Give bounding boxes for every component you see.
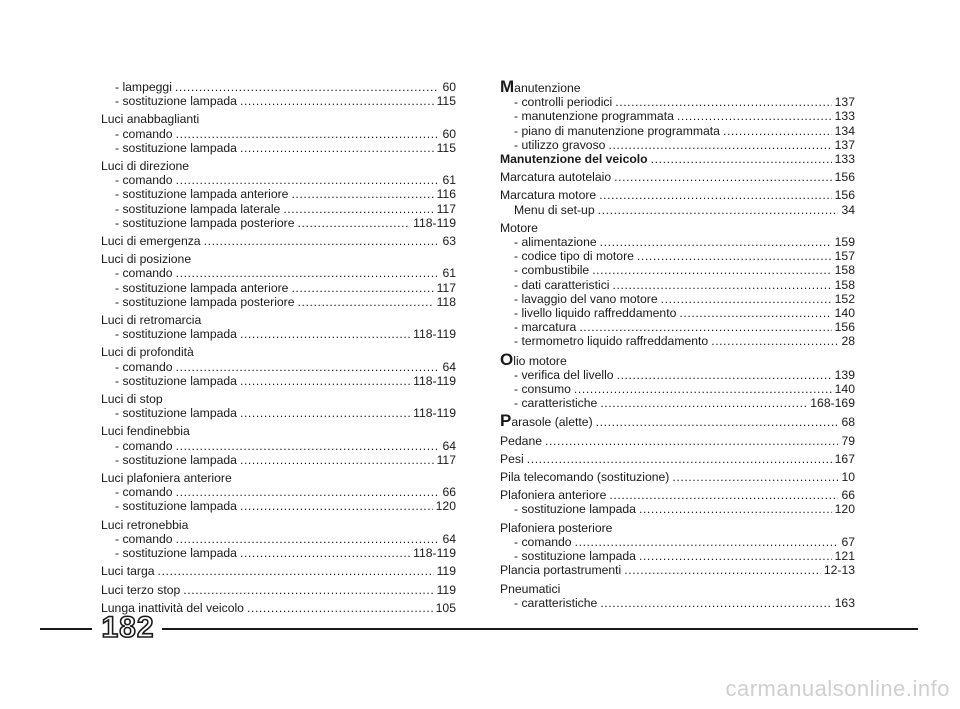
page-ref: 119 — [436, 582, 456, 597]
page-ref: 118-119 — [413, 373, 456, 388]
index-entry — [500, 434, 855, 448]
page-ref: 119 — [436, 564, 456, 579]
index-line — [101, 281, 456, 295]
dot-leader — [240, 141, 434, 155]
dot-leader — [240, 499, 433, 513]
index-column-right — [500, 77, 855, 614]
index-line — [500, 535, 855, 549]
heading-initial: P — [500, 411, 512, 431]
index-term: Manutenzione del veicolo — [500, 152, 648, 167]
dot-leader — [614, 170, 832, 184]
index-line — [101, 216, 456, 230]
index-line — [500, 434, 855, 448]
index-entry — [101, 424, 456, 467]
dot-leader — [592, 263, 831, 277]
index-line — [500, 306, 855, 320]
index-entry — [101, 80, 456, 108]
page-number: 182 — [101, 611, 155, 644]
index-term: - livello liquido raffreddamento — [514, 306, 677, 321]
index-line — [500, 95, 855, 109]
index-entry — [500, 188, 855, 216]
entry-heading: Luci di direzione — [101, 159, 190, 174]
dot-leader — [575, 535, 839, 549]
entry-heading: Luci di retromarcia — [101, 313, 202, 328]
index-line — [500, 170, 855, 184]
index-entry — [500, 411, 855, 431]
entry-heading — [500, 77, 855, 96]
dot-leader — [176, 127, 440, 141]
page-ref: 118-119 — [413, 327, 456, 342]
index-term: - sostituzione lampada — [514, 549, 636, 564]
index-line — [500, 396, 855, 410]
page-ref: 61 — [442, 173, 456, 188]
dot-leader — [608, 138, 831, 152]
index-entry — [500, 521, 855, 578]
index-term: Pila telecomando (sostituzione) — [500, 470, 670, 485]
page-ref: 64 — [442, 438, 456, 453]
dot-leader — [176, 532, 440, 546]
page-ref: 117 — [436, 280, 456, 295]
page-ref: 79 — [841, 433, 855, 448]
index-entry — [500, 488, 855, 516]
dot-leader — [615, 95, 831, 109]
page-ref: 133 — [834, 152, 855, 167]
index-line — [101, 141, 456, 155]
index-line — [101, 173, 456, 187]
index-term: - verifica del livello — [514, 367, 614, 382]
index-term: - utilizzo gravoso — [514, 137, 606, 152]
dot-leader — [176, 485, 440, 499]
index-entry — [500, 452, 855, 466]
dot-leader — [679, 306, 831, 320]
entry-heading: Luci retronebbia — [101, 517, 189, 532]
dot-leader — [291, 187, 433, 201]
dot-leader — [291, 281, 433, 295]
index-term: - comando — [115, 173, 173, 188]
index-line — [500, 596, 855, 610]
page-ref: 12-13 — [823, 563, 855, 578]
index-line — [101, 295, 456, 309]
dot-leader — [240, 327, 410, 341]
page-ref: 152 — [834, 291, 855, 306]
index-line — [500, 138, 855, 152]
dot-leader — [158, 564, 434, 578]
page-ref: 168-169 — [810, 396, 855, 411]
index-term: - sostituzione lampada anteriore — [115, 187, 289, 202]
index-entry — [101, 564, 456, 578]
index-line — [101, 266, 456, 280]
page-ref: 134 — [834, 123, 855, 138]
page-ref: 66 — [841, 488, 855, 503]
entry-heading: Luci di stop — [101, 392, 163, 407]
heading-initial: M — [500, 77, 515, 96]
index-entry — [500, 170, 855, 184]
index-term: - caratteristiche — [514, 595, 598, 610]
index-entry — [500, 349, 855, 411]
dot-leader — [637, 249, 832, 263]
page-ref: 117 — [436, 452, 456, 467]
page-ref: 115 — [436, 94, 456, 109]
index-line — [101, 485, 456, 499]
page-ref: 68 — [841, 415, 855, 430]
page-ref: 118-119 — [413, 406, 456, 421]
page-ref: 67 — [841, 534, 855, 549]
index-entry — [101, 471, 456, 514]
index-line — [500, 124, 855, 138]
index-term: - caratteristiche — [514, 396, 598, 411]
dot-leader — [661, 292, 832, 306]
index-entry — [500, 77, 855, 167]
dot-leader — [527, 452, 832, 466]
heading-rest: anutenzione — [514, 81, 581, 95]
page-ref: 159 — [834, 235, 855, 250]
footer-rule-right — [162, 628, 918, 630]
index-line — [101, 453, 456, 467]
index-entry — [500, 582, 855, 610]
index-term: - lavaggio del vano motore — [514, 291, 658, 306]
page-ref: 117 — [436, 201, 456, 216]
page-ref: 139 — [834, 367, 855, 382]
index-line — [101, 187, 456, 201]
index-term: - sostituzione lampada — [115, 452, 237, 467]
index-line — [500, 292, 855, 306]
page-ref: 60 — [442, 80, 456, 94]
page-ref: 163 — [834, 595, 855, 610]
index-term: Pedane — [500, 433, 543, 448]
entry-heading — [500, 349, 855, 369]
index-term: - sostituzione lampada — [514, 502, 636, 517]
index-term: - piano di manutenzione programmata — [514, 123, 720, 138]
index-term: - lampeggi — [115, 80, 172, 94]
index-line — [500, 470, 855, 484]
dot-leader — [639, 502, 832, 516]
index-line — [500, 235, 855, 249]
page-ref: 118-119 — [413, 215, 456, 230]
index-term: Plafoniera anteriore — [500, 488, 607, 503]
index-term: - comando — [115, 531, 173, 546]
index-entry — [500, 221, 855, 349]
dot-leader — [240, 546, 410, 560]
dot-leader — [600, 596, 831, 610]
heading-initial: O — [500, 349, 514, 369]
dot-leader — [176, 439, 440, 453]
dot-leader — [298, 295, 434, 309]
dot-leader — [677, 109, 832, 123]
index-term: Lunga inattività del veicolo — [101, 600, 244, 615]
index-line — [101, 374, 456, 388]
index-term: - sostituzione lampada posteriore — [115, 215, 295, 230]
index-entry — [101, 392, 456, 420]
index-line — [500, 334, 855, 348]
index-term: - combustibile — [514, 263, 590, 278]
index-line — [101, 583, 456, 597]
page-ref: 137 — [834, 95, 855, 110]
dot-leader — [579, 320, 831, 334]
page-ref: 156 — [834, 170, 855, 185]
dot-leader — [711, 334, 838, 348]
index-term: - dati caratteristici — [514, 277, 610, 292]
index-term: - sostituzione lampada — [115, 94, 237, 109]
page-ref: 61 — [442, 266, 456, 281]
index-line — [101, 94, 456, 108]
heading-rest: arasole (alette) — [511, 415, 593, 430]
index-line — [500, 411, 855, 431]
dot-leader — [596, 415, 839, 429]
index-line — [500, 109, 855, 123]
index-line — [101, 499, 456, 513]
index-line — [101, 327, 456, 341]
page-ref: 34 — [841, 202, 855, 217]
index-term: - sostituzione lampada posteriore — [115, 294, 295, 309]
index-line — [500, 320, 855, 334]
index-term: - sostituzione lampada — [115, 373, 237, 388]
page-ref: 66 — [442, 485, 456, 500]
dot-leader — [598, 203, 839, 217]
index-term: - alimentazione — [514, 235, 597, 250]
index-term: Luci di emergenza — [101, 234, 201, 249]
index-entry — [101, 252, 456, 309]
dot-leader — [600, 396, 807, 410]
index-term: - comando — [115, 359, 173, 374]
heading-rest: lio motore — [513, 353, 567, 368]
entry-heading: Plafoniera posteriore — [500, 520, 613, 535]
index-term: - consumo — [514, 382, 571, 397]
dot-leader — [240, 374, 410, 388]
dot-leader — [283, 202, 433, 216]
index-line — [101, 532, 456, 546]
dot-leader — [599, 188, 831, 202]
index-term: - sostituzione lampada anteriore — [115, 280, 289, 295]
dot-leader — [240, 453, 434, 467]
index-line — [500, 249, 855, 263]
index-line — [500, 563, 855, 577]
index-line — [500, 368, 855, 382]
index-term: Marcatura autotelaio — [500, 170, 612, 185]
page-ref: 158 — [834, 263, 855, 278]
dot-leader — [574, 382, 832, 396]
page-ref: 10 — [841, 470, 855, 485]
dot-leader — [183, 583, 433, 597]
index-term: - comando — [115, 485, 173, 500]
index-term: Luci terzo stop — [101, 582, 181, 597]
index-line — [101, 202, 456, 216]
index-entry — [101, 518, 456, 561]
index-term: Luci targa — [101, 564, 155, 579]
index-entry — [500, 470, 855, 484]
page-ref: 105 — [435, 600, 456, 615]
dot-leader — [617, 368, 832, 382]
page-ref: 157 — [834, 249, 855, 264]
index-term: Pesi — [500, 451, 524, 466]
index-line — [500, 188, 855, 202]
page-ref: 140 — [834, 382, 855, 397]
index-entry — [101, 313, 456, 341]
dot-leader — [639, 549, 832, 563]
index-line — [101, 80, 456, 94]
dot-leader — [175, 80, 440, 94]
watermark: carmanualsonline.info — [725, 676, 950, 701]
page-ref: 167 — [834, 451, 855, 466]
entry-heading: Luci di profondità — [101, 345, 194, 360]
index-entry — [101, 345, 456, 388]
index-term: Menu di set-up — [514, 202, 595, 217]
dot-leader — [240, 406, 410, 420]
index-line — [500, 263, 855, 277]
dot-leader — [672, 470, 838, 484]
index-term: - termometro liquido raffreddamento — [514, 334, 709, 349]
index-term: - sostituzione lampada — [115, 406, 237, 421]
index-line — [500, 488, 855, 502]
entry-heading: Pneumatici — [500, 581, 561, 596]
dot-leader — [545, 434, 838, 448]
index-term: - sostituzione lampada — [115, 499, 237, 514]
page-ref: 118 — [436, 294, 456, 309]
index-line — [500, 278, 855, 292]
index-term: Marcatura motore — [500, 188, 597, 203]
index-line — [500, 452, 855, 466]
index-entry — [101, 234, 456, 248]
dot-leader — [176, 360, 440, 374]
index-term: - comando — [115, 438, 173, 453]
index-term: - marcatura — [514, 320, 577, 335]
dot-leader — [240, 94, 434, 108]
dot-leader — [600, 235, 832, 249]
index-entry — [101, 112, 456, 155]
page-ref: 121 — [834, 549, 855, 564]
page-ref: 60 — [442, 126, 456, 141]
page-ref: 156 — [834, 320, 855, 335]
index-term: - sostituzione lampada laterale — [115, 201, 281, 216]
page-ref: 64 — [442, 531, 456, 546]
dot-leader — [204, 234, 440, 248]
page-ref: 120 — [435, 499, 456, 514]
index-line — [500, 152, 855, 166]
page-ref: 115 — [436, 140, 456, 155]
index-term: - sostituzione lampada — [115, 327, 237, 342]
index-line — [500, 203, 855, 217]
dot-leader — [609, 488, 838, 502]
index-entry — [101, 159, 456, 230]
page-ref: 64 — [442, 359, 456, 374]
index-entry — [101, 583, 456, 597]
index-term: - comando — [115, 126, 173, 141]
index-line — [101, 127, 456, 141]
index-term: - manutenzione programmata — [514, 109, 674, 124]
index-term: - comando — [514, 534, 572, 549]
index-line — [101, 234, 456, 248]
page-ref: 116 — [436, 187, 456, 202]
dot-leader — [247, 601, 433, 615]
index-line — [500, 549, 855, 563]
index-term: - controlli periodici — [514, 95, 613, 110]
page-ref: 137 — [834, 137, 855, 152]
dot-leader — [651, 152, 832, 166]
dot-leader — [723, 124, 832, 138]
index-line — [101, 564, 456, 578]
index-line — [101, 439, 456, 453]
entry-heading: Luci plafoniera anteriore — [101, 471, 232, 486]
entry-heading: Luci fendinebbia — [101, 424, 190, 439]
dot-leader — [176, 173, 440, 187]
index-line — [500, 502, 855, 516]
index-term: - sostituzione lampada — [115, 546, 237, 561]
index-column-left — [101, 80, 456, 619]
dot-leader — [176, 266, 440, 280]
page-ref: 158 — [834, 277, 855, 292]
page-ref: 28 — [841, 334, 855, 349]
index-term — [500, 411, 593, 431]
entry-heading: Luci anabbaglianti — [101, 112, 200, 127]
index-term: - comando — [115, 266, 173, 281]
page-ref: 140 — [834, 306, 855, 321]
index-line — [101, 406, 456, 420]
page-ref: 156 — [834, 188, 855, 203]
page-ref: 63 — [442, 234, 456, 249]
index-term: - sostituzione lampada — [115, 140, 237, 155]
dot-leader — [298, 216, 411, 230]
dot-leader — [613, 278, 832, 292]
entry-heading: Luci di posizione — [101, 252, 192, 267]
entry-heading: Motore — [500, 220, 538, 235]
index-line — [500, 382, 855, 396]
page-ref: 133 — [834, 109, 855, 124]
dot-leader — [624, 563, 821, 577]
page-ref: 118-119 — [413, 546, 456, 561]
page-ref: 120 — [834, 502, 855, 517]
index-term: - codice tipo di motore — [514, 249, 634, 264]
index-term: Plancia portastrumenti — [500, 563, 622, 578]
index-line — [101, 360, 456, 374]
index-line — [101, 546, 456, 560]
footer-rule-left — [40, 628, 92, 630]
